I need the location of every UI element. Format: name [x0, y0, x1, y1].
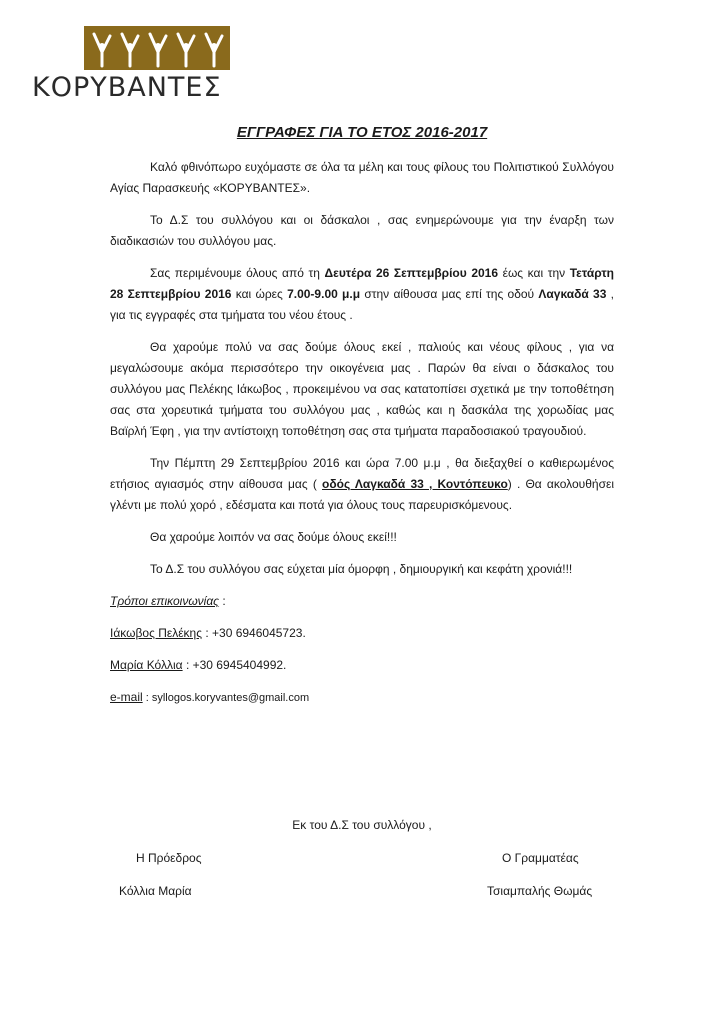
contact-person-2: Μαρία Κόλλια : +30 6945404992.	[110, 658, 287, 672]
address: Λαγκαδά 33	[538, 287, 607, 301]
contact-email: e-mail : syllogos.koryvantes@gmail.com	[110, 690, 310, 704]
signature-from: Εκ του Δ.Σ του συλλόγου ,	[292, 818, 432, 832]
end-date: Τετάρτη 28 Σεπτεμβρίου 2016	[110, 266, 615, 301]
paragraph-greeting: Καλό φθινόπωρο ευχόμαστε σε όλα τα μέλη και τους φίλους του Πολιτιστικού Συλλόγου Αγίας Παρασκευής «ΚΟΡΥΒΑΝΤΕΣ».	[110, 160, 614, 195]
page-title: ΕΓΓΡΑΦΕΣ ΓΙΑ ΤΟ ΕΤΟΣ 2016-2017	[236, 124, 488, 141]
paragraph-teachers: Θα χαρούμε πολύ να σας δούμε όλους εκεί , παλιούς και νέους φίλους , για να μεγαλώσουμε ακόμα περισσότερο την οικογένεια μας . Παρών θα είναι ο δάσκαλος του συλλόγου μας Πελέκης Ιάκωβος , προκειμένου να σας κατατοπίσει σχετικά με την τοποθέτηση σας στα χορευτικά τμήματα του συλλόγου μας , καθώς και η δασκάλα της χορωδίας μας Βαϊρλή Έφη , για την αντίστοιχη τοποθέτηση σας στα τμήματα παραδοσιακού τραγουδιού.	[110, 340, 614, 438]
logo	[32, 26, 262, 104]
president-name: Κόλλια Μαρία	[119, 884, 192, 898]
hours: 7.00-9.00 μ.μ	[287, 287, 361, 301]
logo-text: ΚΟΡΥΒΑΝΤΕΣ	[32, 72, 222, 103]
secretary-name: Τσιαμπαλής Θωμάς	[487, 884, 593, 898]
president-role: Η Πρόεδρος	[136, 851, 202, 865]
letter-body	[110, 157, 614, 720]
start-date: Δευτέρα 26 Σεπτεμβρίου 2016	[324, 266, 499, 280]
paragraph-see-you: Θα χαρούμε λοιπόν να σας δούμε όλους εκεί!!!	[150, 530, 397, 544]
blessing-address: οδός Λαγκαδά 33 , Κοντόπευκο	[322, 477, 508, 491]
paragraph-blessing: Την Πέμπτη 29 Σεπτεμβρίου 2016 και ώρα 7.00 μ.μ , θα διεξαχθεί ο καθιερωμένος ετήσιος αγιασμός στην αίθουσα μας ( οδός Λαγκαδά 33 , Κοντόπευκο) . Θα ακολουθήσει γλέντι με πολύ χορό , εδέσματα και ποτά για όλους τους παρευρισκόμενους.	[110, 456, 614, 512]
secretary-role: Ο Γραμματέας	[502, 851, 579, 865]
dancers-logo-icon	[84, 26, 230, 70]
paragraph-wishes: Το Δ.Σ του συλλόγου σας εύχεται μία όμορφη , δημιουργική και κεφάτη χρονιά!!!	[150, 562, 573, 576]
paragraph-registration: Σας περιμένουμε όλους από τη Δευτέρα 26 Σεπτεμβρίου 2016 έως και την Τετάρτη 28 Σεπτεμβρίου 2016 και ώρες 7.00-9.00 μ.μ στην αίθουσα μας επί της οδού Λαγκαδά 33 , για τις εγγραφές στα τμήματα του νέου έτους .	[110, 266, 615, 322]
contact-person-1: Ιάκωβος Πελέκης : +30 6946045723.	[110, 626, 306, 640]
contact-heading: Τρόποι επικοινωνίας :	[110, 594, 226, 608]
paragraph-intro: Το Δ.Σ του συλλόγου και οι δάσκαλοι , σας ενημερώνουμε για την έναρξη των διαδικασιών του συλλόγου μας.	[110, 213, 614, 248]
